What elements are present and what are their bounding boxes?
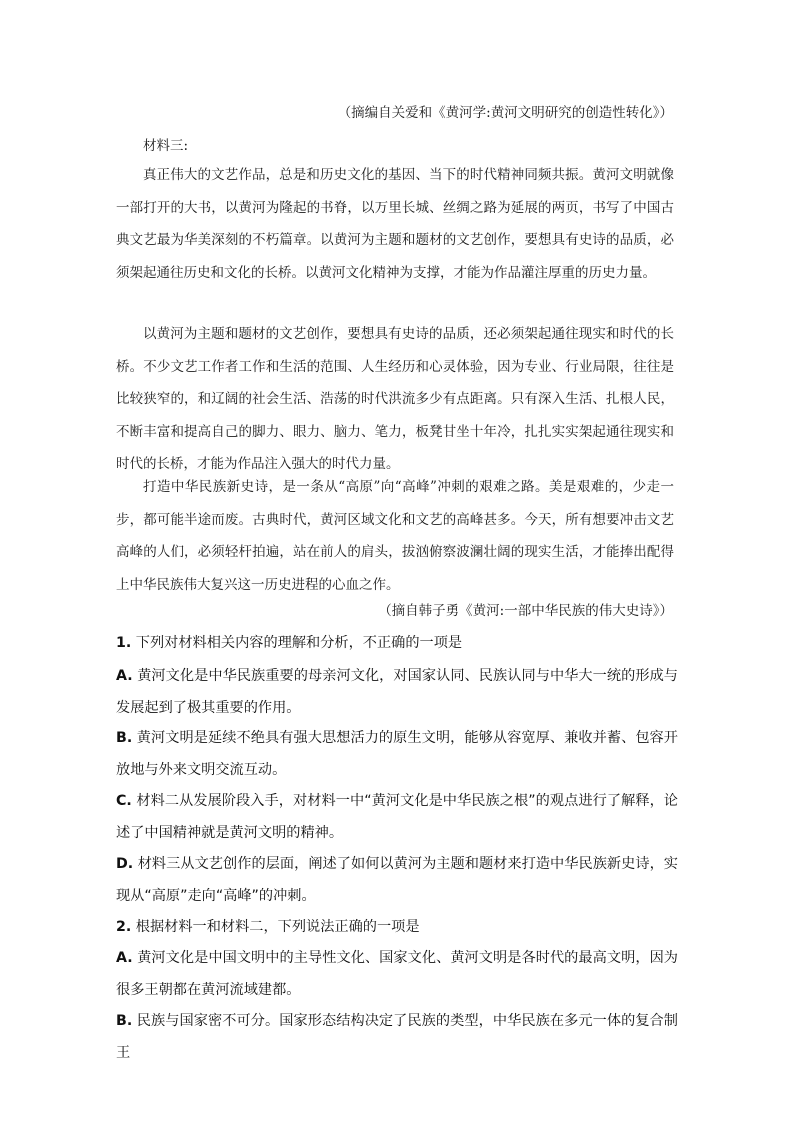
option-text: 材料三从文艺创作的层面，阐述了如何以黄河为主题和题材来打造中华民族新史诗，实现从“高原”走向“高峰”的冲刺。 bbox=[116, 856, 678, 904]
paragraph: 打造中华民族新史诗，是一条从“高原”向“高峰”冲刺的艰难之路。美是艰难的，少走一步，都可能半途而废。古典时代，黄河区域文化和文艺的高峰甚多。今天，所有想要冲击文艺高峰的人们，必须轻杆拍遍，站在前人的肩头，拔汹俯察波澜壮阔的现实生活，才能捧出配得上中华民族伟大复兴这一历史进程的心血之作。 bbox=[116, 479, 674, 593]
question-text: 下列对材料相关内容的理解和分析，不正确的一项是 bbox=[135, 635, 463, 651]
question-1-option-a bbox=[116, 660, 678, 724]
source-citation-bottom: （摘自韩子勇《黄河:一部中华民族的伟大史诗》） bbox=[378, 603, 673, 619]
material-three-label: 材料三: bbox=[143, 138, 189, 154]
question-1-option-b bbox=[116, 722, 678, 786]
option-text: 黄河文化是中华民族重要的母亲河文化，对国家认同、民族认同与中华大一统的形成与发展起到了极其重要的作用。 bbox=[116, 668, 678, 716]
question-number: 1. bbox=[116, 635, 132, 651]
paragraph: 真正伟大的文艺作品，总是和历史文化的基因、当下的时代精神同频共振。黄河文明就像一部打开的大书，以黄河为隆起的书脊，以万里长城、丝绸之路为延展的两页，书写了中国古典文艺最为华美深刻的不朽篇章。以黄河为主题和题材的文艺创作，要想具有史诗的品质，必须架起通往历史和文化的长桥。以黄河文化精神为支撑，才能为作品灌注厚重的历史力量。 bbox=[116, 167, 674, 281]
option-letter: B. bbox=[116, 730, 133, 746]
question-number: 2. bbox=[116, 919, 132, 935]
option-text: 民族与国家密不可分。国家形态结构决定了民族的类型，中华民族在多元一体的复合制王 bbox=[116, 1013, 678, 1061]
option-letter: D. bbox=[116, 856, 134, 872]
source-citation-top: （摘编自关爱和《黄河学:黄河文明研究的创造性转化》） bbox=[337, 105, 673, 121]
option-letter: C. bbox=[116, 793, 132, 809]
paragraph: 以黄河为主题和题材的文艺创作，要想具有史诗的品质，还必须架起通往现实和时代的长桥。不少文艺工作者工作和生活的范围、人生经历和心灵体验，因为专业、行业局限，往往是比较狭窄的，和辽阔的社会生活、浩荡的时代洪流多少有点距离。只有深入生活、扎根人民，不断丰富和提高自己的脚力、眼力、脑力、笔力，板凳甘坐十年冷，扎扎实实架起通往现实和时代的长桥，才能为作品注入强大的时代力量。 bbox=[116, 326, 674, 472]
option-text: 材料二从发展阶段入手，对材料一中“黄河文化是中华民族之根”的观点进行了解释，论述了中国精神就是黄河文明的精神。 bbox=[116, 793, 678, 841]
option-text: 黄河文明是延续不绝具有强大思想活力的原生文明，能够从容宽厚、兼收并蓄、包容开放地与外来文明交流互动。 bbox=[116, 730, 678, 778]
question-1-option-d bbox=[116, 848, 678, 912]
question-text: 根据材料一和材料二，下列说法正确的一项是 bbox=[135, 919, 420, 935]
question-2-option-a bbox=[116, 942, 678, 1006]
question-1-stem bbox=[116, 627, 678, 659]
question-2-stem bbox=[116, 911, 678, 943]
option-text: 黄河文化是中国文明中的主导性文化、国家文化、黄河文明是各时代的最高文明，因为很多王朝都在黄河流域建都。 bbox=[116, 950, 678, 998]
question-1-option-c bbox=[116, 785, 678, 849]
question-2-option-b bbox=[116, 1005, 678, 1069]
option-letter: A. bbox=[116, 950, 133, 966]
option-letter: A. bbox=[116, 668, 133, 684]
option-letter: B. bbox=[116, 1013, 133, 1029]
